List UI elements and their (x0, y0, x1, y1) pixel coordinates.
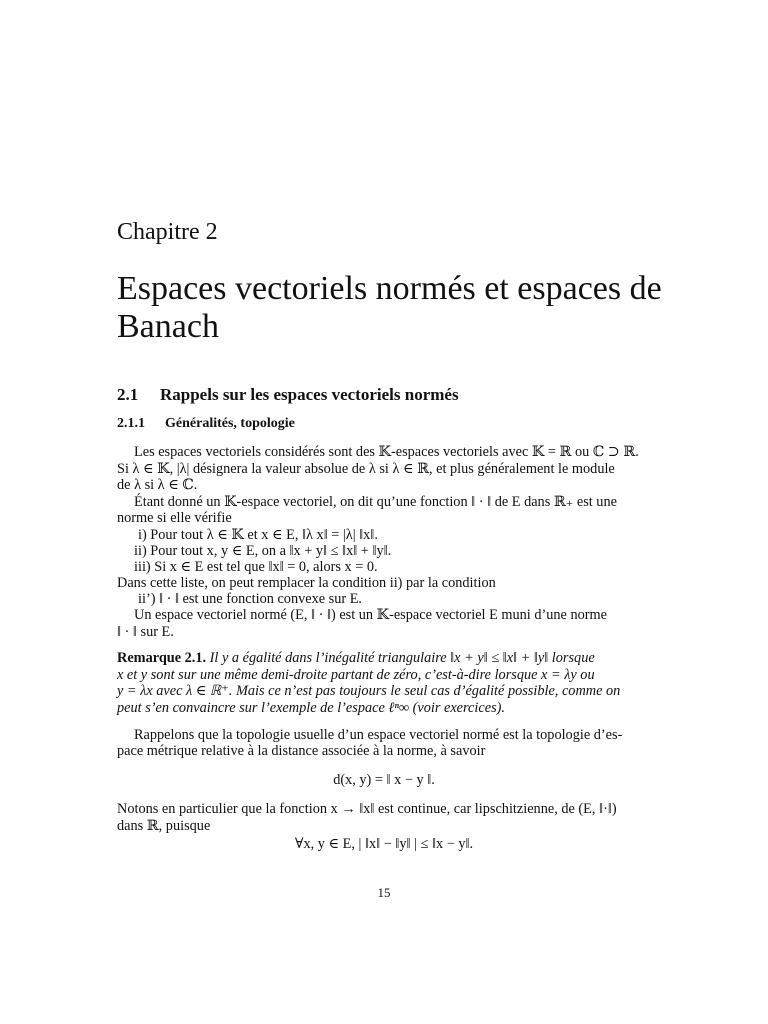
remark-text: Il y a égalité dans l’inégalité triangulaire ‖x + y‖ ≤ ‖x‖ + ‖y‖ lorsque (209, 650, 595, 666)
remark-line (117, 650, 595, 667)
norm-condition-alt: ii’) ‖ · ‖ est une fonction convexe sur E. (138, 591, 363, 607)
paragraph-line: Si λ ∈ 𝕂, |λ| désignera la valeur absolue de λ si λ ∈ ℝ, et plus généralement le module (117, 461, 615, 477)
paragraph-line: ‖ · ‖ sur E. (117, 624, 174, 640)
norm-condition-i: i) Pour tout λ ∈ 𝕂 et x ∈ E, ‖λ x‖ = |λ| ‖x‖. (138, 527, 378, 543)
paragraph-line: Notons en particulier que la fonction x → ‖x‖ est continue, car lipschitzienne, de (E, ‖·‖) (117, 801, 617, 817)
paragraph-line: de λ si λ ∈ ℂ. (117, 477, 198, 493)
paragraph-line: Un espace vectoriel normé (E, ‖ · ‖) est un 𝕂-espace vectoriel E muni d’une norme (134, 607, 608, 623)
paragraph-line: Dans cette liste, on peut remplacer la condition ii) par la condition (117, 575, 496, 591)
paragraph-line: Rappelons que la topologie usuelle d’un espace vectoriel normé est la topologie d’es- (134, 727, 623, 743)
paragraph-line: pace métrique relative à la distance associée à la norme, à savoir (117, 743, 486, 759)
remark-line: y = λx avec λ ∈ ℝ⁺. Mais ce n’est pas toujours le seul cas d’égalité possible, comme on (117, 683, 621, 699)
chapter-label: Chapitre 2 (117, 219, 218, 245)
paragraph-line: dans ℝ, puisque (117, 818, 211, 834)
remark-line: x et y sont sur une même demi-droite partant de zéro, c’est-à-dire lorsque x = λy ou (117, 667, 595, 683)
paragraph-line: Les espaces vectoriels considérés sont des 𝕂-espaces vectoriels avec 𝕂 = ℝ ou ℂ ⊃ ℝ. (134, 444, 639, 460)
remark-label: Remarque 2.1. (117, 650, 207, 666)
section-number: 2.1 (117, 385, 139, 404)
chapter-title: Espaces vectoriels normés et espaces de Banach (117, 270, 662, 345)
subsection-number: 2.1.1 (117, 416, 145, 431)
remark-line: peut s’en convaincre sur l’exemple de l’espace ℓⁿ∞ (voir exercices). (117, 700, 505, 716)
page-number: 15 (377, 885, 391, 900)
paragraph-line: Étant donné un 𝕂-espace vectoriel, on dit qu’une fonction ‖ · ‖ de E dans ℝ₊ est une (134, 494, 617, 510)
norm-condition-iii: iii) Si x ∈ E est tel que ‖x‖ = 0, alors x = 0. (134, 559, 378, 575)
subsection-heading (117, 416, 295, 432)
lipschitz-formula: ∀x, y ∈ E, | ‖x‖ − ‖y‖ | ≤ ‖x − y‖. (294, 836, 474, 852)
norm-condition-ii: ii) Pour tout x, y ∈ E, on a ‖x + y‖ ≤ ‖x‖ + ‖y‖. (134, 543, 392, 559)
section-title: Rappels sur les espaces vectoriels normés (160, 385, 459, 404)
subsection-title: Généralités, topologie (165, 416, 295, 431)
paragraph-line: norme si elle vérifie (117, 510, 232, 526)
section-heading (117, 385, 459, 405)
distance-formula: d(x, y) = ‖ x − y ‖. (333, 772, 435, 788)
